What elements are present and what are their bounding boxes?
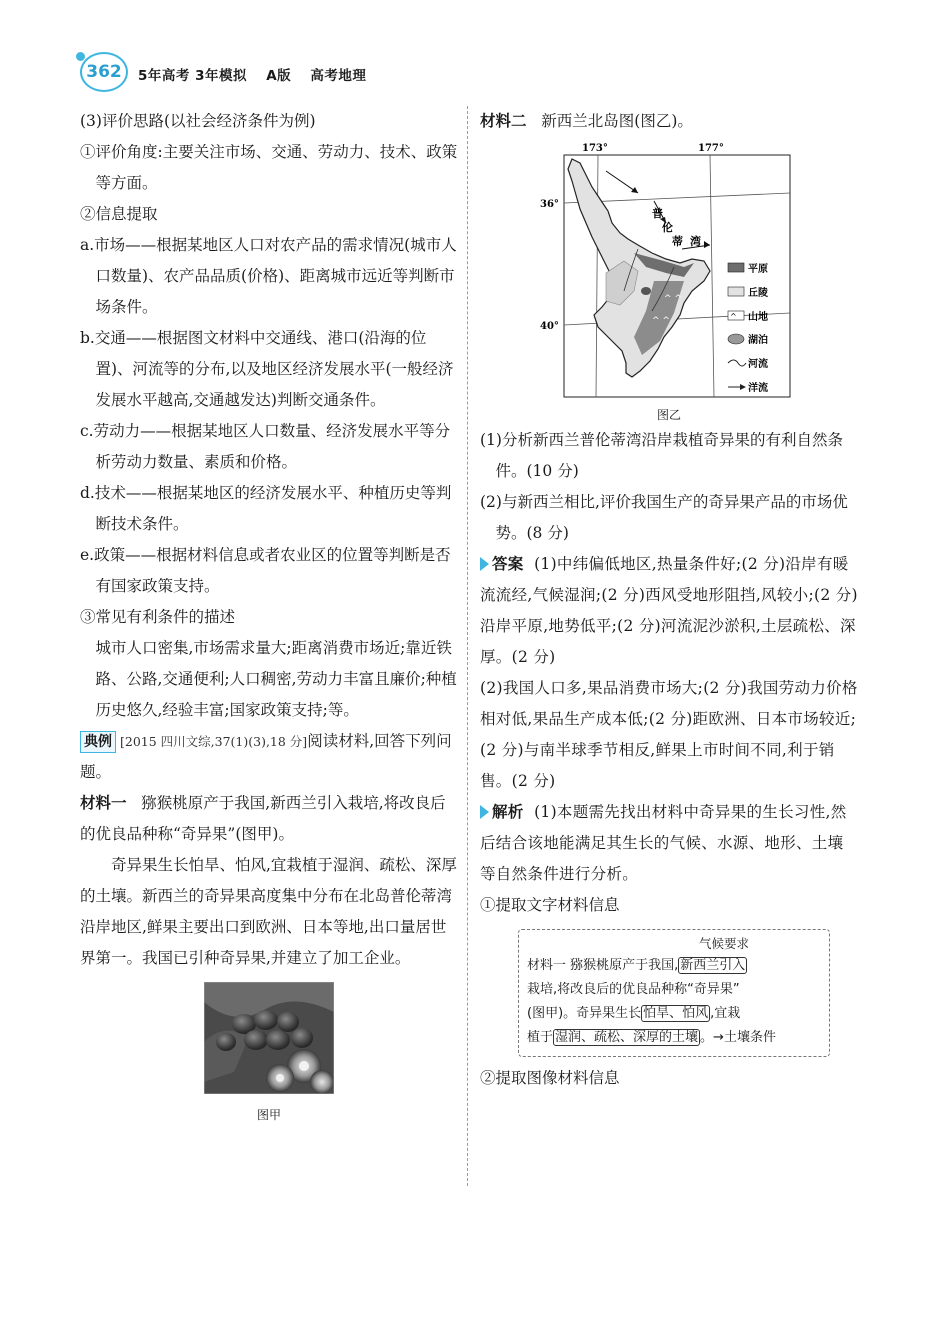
legend-hill-swatch xyxy=(728,287,744,296)
climate-label: 气候要求 xyxy=(699,936,750,951)
step-1: ①提取文字材料信息 xyxy=(480,896,620,914)
info-traffic: b.交通——根据图文材料中交通线、港口(沿海的位置)、河流等的分布,以及地区经济发展水平(一般经济发展水平越高,交通越发达)判断交通条件。 xyxy=(80,329,454,409)
legend-lake-swatch xyxy=(728,334,744,344)
lon-label-177: 177° xyxy=(698,143,724,154)
box-line-4-a: 植于 xyxy=(527,1030,554,1045)
legend-plain-swatch xyxy=(728,263,744,272)
answer-2: (2)我国人口多,果品消费市场大;(2 分)我国劳动力价格相对低,果品生产成本低;(2 分)距欧洲、日本市场较近;(2 分)与南半球季节相反,鲜果上市时间不同,利于销售。(2 分) xyxy=(480,679,858,790)
info-labor: c.劳动力——根据某地区人口数量、经济发展水平等分析劳动力数量、素质和价格。 xyxy=(80,422,451,471)
analysis xyxy=(480,797,858,890)
box-line-1 xyxy=(527,954,821,978)
right-column xyxy=(480,106,858,1094)
material2 xyxy=(480,106,858,137)
figure-kiwi xyxy=(204,982,334,1125)
new-zealand-map xyxy=(534,141,804,403)
material1-text: 猕猴桃原产于我国,新西兰引入栽培,将改良后的优良品种称“奇异果”(图甲)。 xyxy=(80,794,446,843)
info-title: ②信息提取 xyxy=(80,205,158,223)
figure-b-caption: 图乙 xyxy=(656,408,681,422)
lat-label-36: 36° xyxy=(540,199,559,210)
left-column xyxy=(80,106,458,1125)
figure-map xyxy=(534,141,804,403)
material2-text: 新西兰北岛图(图乙)。 xyxy=(541,112,693,130)
box-line-3 xyxy=(527,1002,821,1026)
soil-label: 土壤条件 xyxy=(723,1030,776,1045)
box-line-4 xyxy=(527,1026,821,1050)
eval-title: (3)评价思路(以社会经济条件为例) xyxy=(80,112,316,130)
kiwi-photo xyxy=(204,982,334,1094)
legend-current: 洋流 xyxy=(748,383,768,394)
page-number-badge: 362 xyxy=(80,52,128,92)
page-header xyxy=(70,46,890,96)
analysis-label: 解析 xyxy=(492,803,524,821)
box-line-4-b: 。 xyxy=(700,1030,714,1045)
box-highlight-soil: 湿润、疏松、深厚的土壤 xyxy=(555,1030,699,1045)
edition-label: A版 xyxy=(266,68,292,84)
question-2: (2)与新西兰相比,评价我国生产的奇异果产品的市场优势。(8 分) xyxy=(480,493,848,542)
legend-lake: 湖泊 xyxy=(748,335,768,346)
lon-label-173: 173° xyxy=(582,143,608,154)
material1 xyxy=(80,788,458,850)
info-tech: d.技术——根据某地区的经济发展水平、种植历史等判断技术条件。 xyxy=(80,484,452,533)
arrow-right-icon: → xyxy=(713,1030,724,1045)
material1-label: 材料一 xyxy=(80,794,127,812)
eval-angle: ①评价角度:主要关注市场、交通、劳动力、技术、政策等方面。 xyxy=(80,143,458,192)
box-line-3-a: (图甲)。奇异果生长 xyxy=(527,1006,642,1021)
svg-text:^ ^: ^ ^ xyxy=(652,316,670,326)
box-line-1-b: 新西兰引入 xyxy=(680,958,746,973)
example-tag: 典例 xyxy=(80,731,116,753)
box-line-1-a: 材料一 猕猴桃原产于我国, xyxy=(527,958,679,973)
common-title: ③常见有利条件的描述 xyxy=(80,608,236,626)
bay-char-4: 湾 xyxy=(690,235,701,248)
material2-label: 材料二 xyxy=(480,112,527,130)
analysis-marker-icon xyxy=(480,805,489,819)
answer-marker-icon xyxy=(480,557,489,571)
annotated-text-box xyxy=(518,929,830,1057)
example-line xyxy=(80,726,458,788)
step-2: ②提取图像材料信息 xyxy=(480,1069,620,1087)
info-policy: e.政策——根据材料信息或者农业区的位置等判断是否有国家政策支持。 xyxy=(80,546,451,595)
analysis-text: (1)本题需先找出材料中奇异果的生长习性,然后结合该地能满足其生长的气候、水源、地形、土壤等自然条件进行分析。 xyxy=(480,803,847,883)
book-title: 5年高考 3年模拟 xyxy=(138,68,247,84)
info-market: a.市场——根据某地区人口对农产品的需求情况(城市人口数量)、农产品品质(价格)、距离城市远近等判断市场条件。 xyxy=(80,236,457,316)
legend-mountain: 山地 xyxy=(748,312,768,323)
column-divider xyxy=(467,106,468,1186)
bay-char-1: 普 xyxy=(652,207,663,220)
running-title xyxy=(138,64,380,84)
example-source: [2015 四川文综,37(1)(3),18 分] xyxy=(120,734,308,749)
legend-river: 河流 xyxy=(748,359,768,370)
box-line-3-b: ,宜栽 xyxy=(710,1006,741,1021)
svg-text:^ ^: ^ ^ xyxy=(664,294,682,304)
material1-paragraph: 奇异果生长怕旱、怕风,宜栽植于湿润、疏松、深厚的土壤。新西兰的奇异果高度集中分布在北岛普伦蒂湾沿岸地区,鲜果主要出口到欧洲、日本等地,出口量居世界第一。我国已引种奇异果,并建立了加工企业。 xyxy=(80,856,457,967)
lat-label-40: 40° xyxy=(540,321,559,332)
common-text: 城市人口密集,市场需求量大;距离消费市场近;靠近铁路、公路,交通便利;人口稠密,劳动力丰富且廉价;种植历史悠久,经验丰富;国家政策支持;等。 xyxy=(95,639,457,719)
svg-text:^: ^ xyxy=(730,312,737,321)
figure-a-caption: 图甲 xyxy=(256,1108,281,1122)
answer-1 xyxy=(480,549,858,673)
bay-char-2: 伦 xyxy=(662,221,673,234)
legend-plain: 平原 xyxy=(748,264,768,275)
question-1: (1)分析新西兰普伦蒂湾沿岸栽植奇异果的有利自然条件。(10 分) xyxy=(480,431,843,480)
box-line-2: 栽培,将改良后的优良品种称“奇异果” xyxy=(527,982,740,997)
answer-1-text: (1)中纬偏低地区,热量条件好;(2 分)沿岸有暖流流经,气候湿润;(2 分)西风受地形阻挡,风较小;(2 分)沿岸平原,地势低平;(2 分)河流泥沙淤积,土层疏松、深厚。(2 分) xyxy=(480,555,858,666)
subject-label: 高考地理 xyxy=(310,68,367,84)
example-text: 阅读材料,回答下列问题。 xyxy=(80,732,452,781)
box-highlight-drought: 怕旱、怕风 xyxy=(643,1006,709,1021)
answer-label: 答案 xyxy=(492,555,524,573)
bay-char-3: 蒂 xyxy=(672,235,683,248)
legend-hill: 丘陵 xyxy=(748,288,768,299)
